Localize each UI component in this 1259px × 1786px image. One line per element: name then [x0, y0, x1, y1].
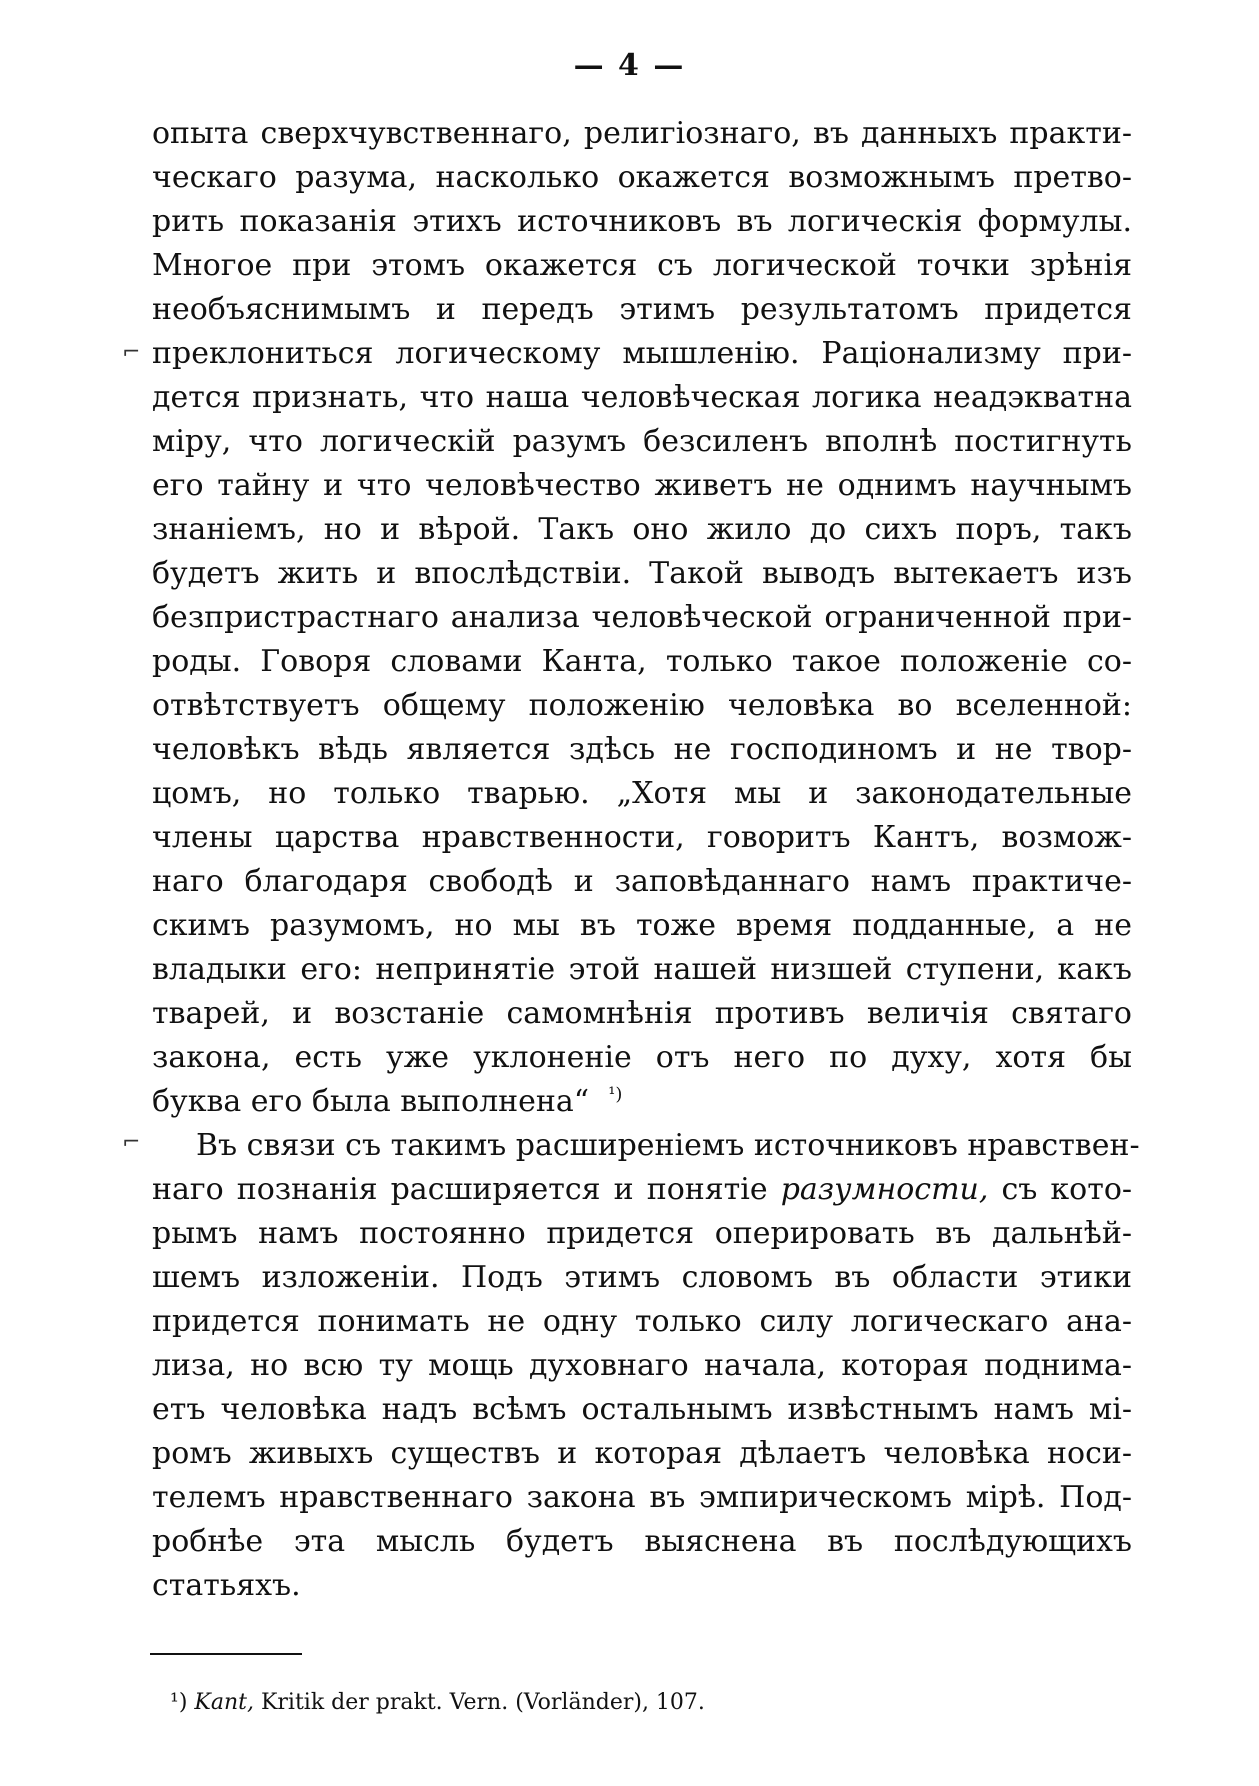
text-line: отвѣтствуетъ общему положенію человѣка во вселенной:: [152, 688, 1132, 723]
text-line: безпристрастнаго анализа человѣческой ограниченной при-: [152, 600, 1132, 635]
text-fragment: наго познанія расширяется и понятіе: [152, 1172, 768, 1207]
page-number: — 4 —: [573, 48, 686, 83]
text-line: закона, есть уже уклоненіе отъ него по духу, хотя бы: [152, 1040, 1132, 1075]
text-line: дется признать, что наша человѣческая логика неадэкватна: [152, 380, 1132, 415]
text-line: преклониться логическому мышленію. Раціонализму при-: [152, 336, 1132, 371]
margin-mark: ⌐: [122, 1130, 141, 1155]
text-line: рымъ намъ постоянно придется оперировать въ дальнѣй-: [152, 1216, 1132, 1251]
text-line: его тайну и что человѣчество живетъ не однимъ научнымъ: [152, 468, 1132, 503]
text-line: [152, 1168, 1132, 1212]
quote-end: буква его была выполнена“: [152, 1084, 590, 1119]
footnote-author: Kant,: [194, 1690, 254, 1715]
body-text: [152, 112, 1140, 1608]
text-line: робнѣе эта мысль будетъ выяснена въ послѣдующихъ: [152, 1524, 1132, 1559]
text-line: человѣкъ вѣдь является здѣсь не господиномъ и не твор-: [152, 732, 1132, 767]
text-line: ромъ живыхъ существъ и которая дѣлаетъ человѣка носи-: [152, 1436, 1132, 1471]
text-line: цомъ, но только тварью. „Хотя мы и законодательные: [152, 776, 1132, 811]
text-line: рить показанія этихъ источниковъ въ логическія формулы.: [152, 204, 1132, 239]
text-line: члены царства нравственности, говоритъ Кантъ, возмож-: [152, 820, 1132, 855]
text-fragment: съ кото-: [1001, 1172, 1133, 1207]
footnote-text: Kritik der prakt. Vern. (Vorländer), 107.: [260, 1690, 705, 1715]
text-line: опыта сверхчувственнаго, религіознаго, въ данныхъ практи-: [152, 116, 1132, 151]
footnote-separator: [150, 1653, 302, 1655]
text-line: владыки его: непринятіе этой нашей низшей ступени, какъ: [152, 952, 1132, 987]
text-line: телемъ нравственнаго закона въ эмпирическомъ мірѣ. Под-: [152, 1480, 1132, 1515]
footnote-reference: ¹): [608, 1084, 623, 1105]
emphasized-term: разумности,: [780, 1172, 989, 1207]
text-line: наго благодаря свободѣ и заповѣданнаго намъ практиче-: [152, 864, 1132, 899]
text-line: тварей, и возстаніе самомнѣнія противъ величія святаго: [152, 996, 1132, 1031]
margin-mark: ⌐: [122, 340, 141, 365]
text-line: статьяхъ.: [152, 1568, 301, 1603]
footnote: [170, 1690, 705, 1715]
text-line: необъяснимымъ и передъ этимъ результатомъ придется: [152, 292, 1132, 327]
text-line: роды. Говоря словами Канта, только такое положеніе со-: [152, 644, 1132, 679]
text-line: лиза, но всю ту мощь духовнаго начала, которая поднима-: [152, 1348, 1132, 1383]
text-line: Многое при этомъ окажется съ логической точки зрѣнія: [152, 248, 1132, 283]
text-line: етъ человѣка надъ всѣмъ остальнымъ извѣстнымъ намъ мі-: [152, 1392, 1132, 1427]
text-line: будетъ жить и впослѣдствіи. Такой выводъ вытекаетъ изъ: [152, 556, 1132, 591]
text-line: ческаго разума, насколько окажется возможнымъ претво-: [152, 160, 1132, 195]
text-line: знаніемъ, но и вѣрой. Такъ оно жило до сихъ поръ, такъ: [152, 512, 1132, 547]
footnote-marker: ¹): [170, 1690, 188, 1715]
paragraph-start-line: Въ связи съ такимъ расширеніемъ источниковъ нравствен-: [196, 1128, 1140, 1163]
text-line: [152, 1080, 1132, 1124]
text-line: придется понимать не одну только силу логическаго ана-: [152, 1304, 1132, 1339]
text-line: скимъ разумомъ, но мы въ тоже время подданные, а не: [152, 908, 1132, 943]
text-line: міру, что логическій разумъ безсиленъ вполнѣ постигнуть: [152, 424, 1132, 459]
text-line: шемъ изложеніи. Подъ этимъ словомъ въ области этики: [152, 1260, 1132, 1295]
